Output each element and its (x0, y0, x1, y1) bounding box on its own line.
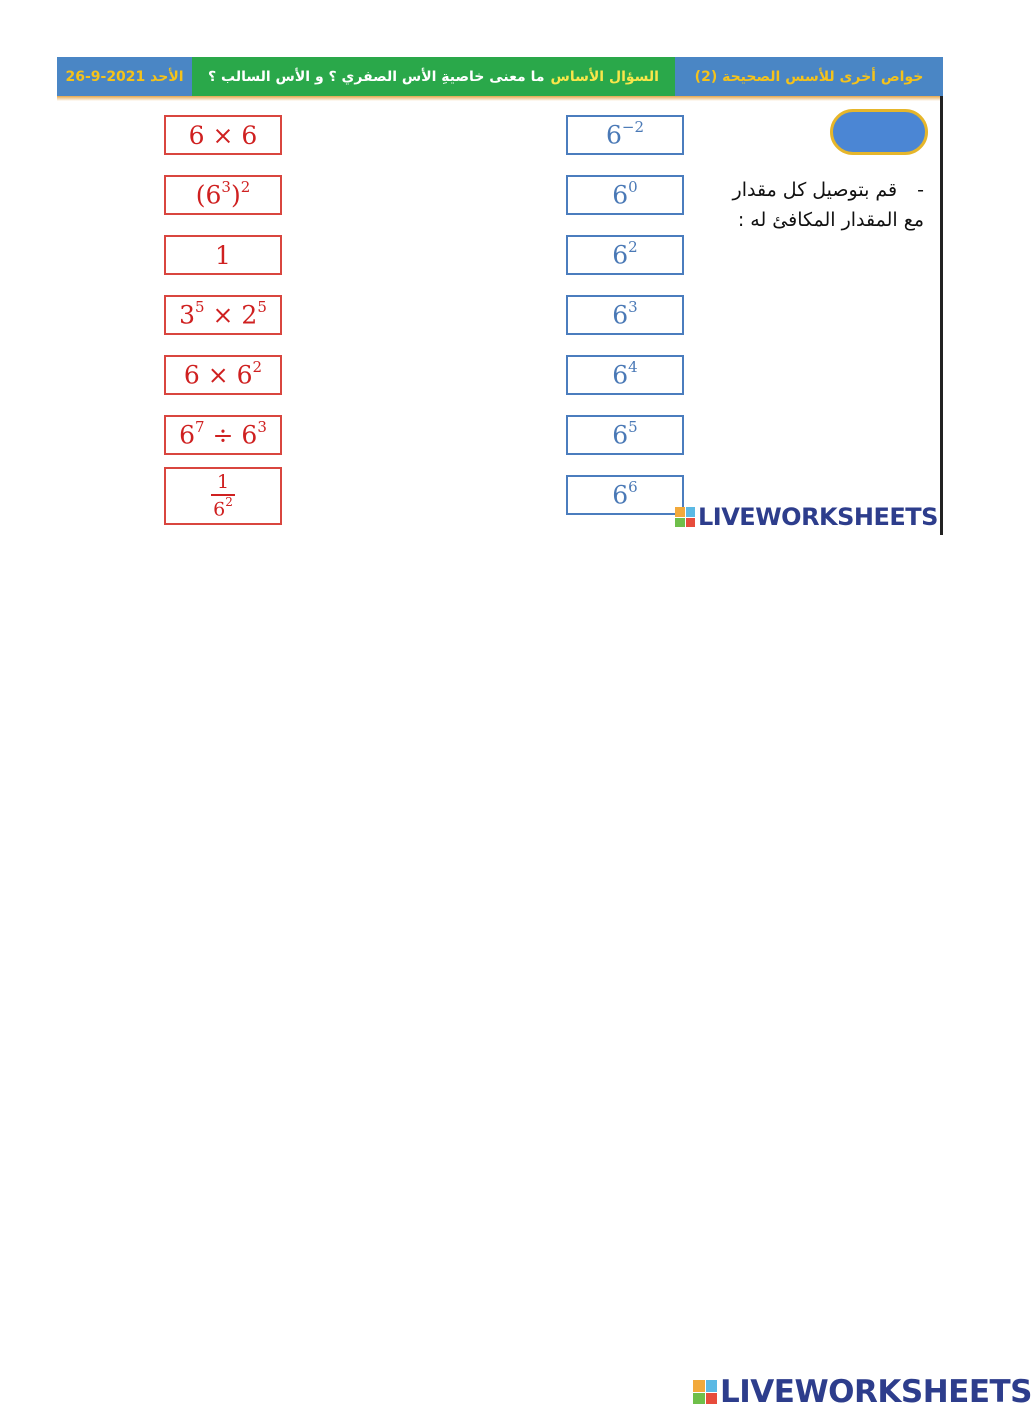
question-highlight: السؤال الأساس (550, 68, 659, 85)
left-box-6[interactable] (164, 415, 282, 455)
question-text: ما معنى خاصيةِ الأس الصفري ؟ و الأس السالب ؟ (208, 68, 545, 85)
fraction-denominator: $6^2$ (213, 494, 233, 521)
right-box-1-text: $6^{-2}$ (605, 118, 645, 150)
left-box-5[interactable] (164, 355, 282, 395)
right-box-6[interactable] (566, 415, 684, 455)
right-box-6-text: $6^5$ (612, 418, 638, 450)
fraction-numerator: 1 (211, 473, 235, 496)
worksheet (57, 57, 943, 535)
header-question (192, 57, 675, 96)
liveworksheets-mark-icon (675, 507, 695, 527)
right-box-4-text: $6^3$ (612, 298, 638, 330)
right-box-7-text: $6^6$ (612, 478, 638, 510)
left-box-1[interactable] (164, 115, 282, 155)
right-box-7[interactable] (566, 475, 684, 515)
header-title: خواص أخرى للأسس الصحيحة (2) (675, 57, 943, 96)
answer-oval[interactable] (830, 109, 928, 155)
left-box-4[interactable] (164, 295, 282, 335)
left-box-6-text: $6^7 \div 6^3$ (179, 418, 267, 450)
liveworksheets-footer-logo: LIVEWORKSHEETS (693, 1374, 1032, 1410)
liveworksheets-logo: LIVEWORKSHEETS (675, 503, 938, 531)
left-box-3[interactable] (164, 235, 282, 275)
right-box-5-text: $6^4$ (612, 358, 638, 390)
right-box-2-text: $6^0$ (612, 178, 638, 210)
right-box-3[interactable] (566, 235, 684, 275)
left-box-4-text: $3^5 \times 2^5$ (179, 298, 267, 330)
left-box-2[interactable] (164, 175, 282, 215)
left-box-2-text: $(6^3)^2$ (195, 178, 251, 210)
right-box-3-text: $6^2$ (612, 238, 638, 270)
right-border (940, 96, 943, 535)
right-box-4[interactable] (566, 295, 684, 335)
left-box-3-text: 1 (215, 240, 231, 270)
header-date: الأحد 2021-9-26 (57, 57, 193, 96)
header-shadow (57, 96, 943, 101)
left-box-1-text: 6 × 6 (188, 120, 258, 150)
left-box-7[interactable] (164, 467, 282, 525)
fraction (211, 470, 235, 521)
right-box-2[interactable] (566, 175, 684, 215)
liveworksheets-mark-icon (693, 1380, 717, 1404)
right-box-5[interactable] (566, 355, 684, 395)
header-bar (57, 57, 943, 96)
right-box-1[interactable] (566, 115, 684, 155)
instruction-text: -قم بتوصيل كل مقدار مع المقدار المكافئ له : (732, 179, 924, 231)
left-box-5-text: $6 \times 6^2$ (183, 358, 263, 390)
